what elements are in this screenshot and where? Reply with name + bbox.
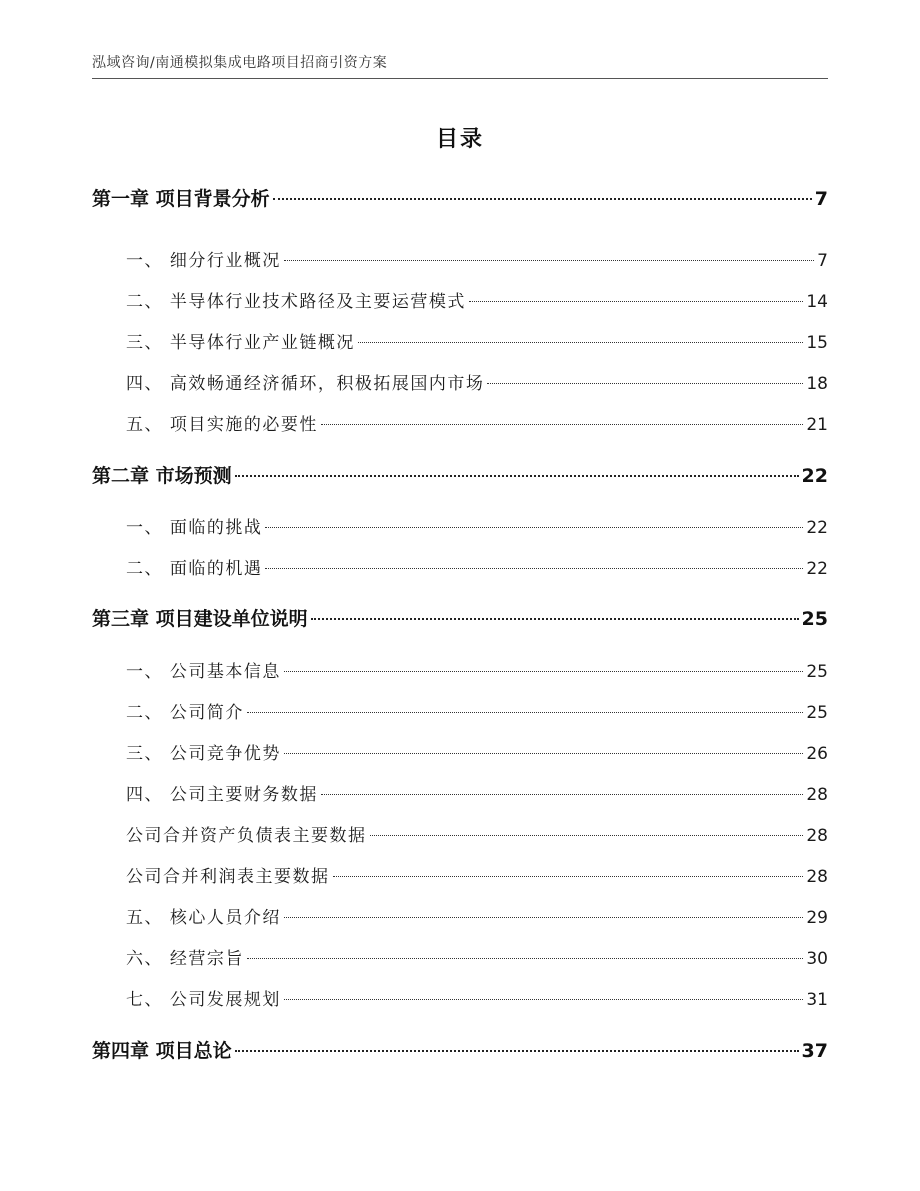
dot-leader bbox=[273, 198, 812, 200]
toc-entry-page: 37 bbox=[801, 1040, 828, 1062]
toc-entry[interactable] bbox=[92, 328, 828, 353]
toc-entry-label: 第一章 项目背景分析 bbox=[92, 188, 270, 210]
toc-entry[interactable] bbox=[92, 604, 828, 631]
dot-leader bbox=[311, 618, 799, 620]
toc-entry[interactable] bbox=[92, 184, 828, 211]
toc-entry-page: 25 bbox=[806, 662, 828, 682]
toc-entry-label: 二、 面临的机遇 bbox=[126, 559, 263, 579]
dot-leader bbox=[265, 568, 803, 569]
toc-entry-page: 14 bbox=[806, 292, 828, 312]
toc-entry-page: 22 bbox=[806, 559, 828, 579]
toc-entry-page: 26 bbox=[806, 744, 828, 764]
toc-entry-label: 一、 公司基本信息 bbox=[126, 662, 281, 682]
toc-entry[interactable] bbox=[92, 410, 828, 435]
dot-leader bbox=[247, 712, 803, 713]
toc-entry-label: 第四章 项目总论 bbox=[92, 1040, 232, 1062]
toc-entry-page: 22 bbox=[801, 465, 828, 487]
toc-entry-label: 六、 经营宗旨 bbox=[126, 949, 244, 969]
toc-entry-page: 18 bbox=[806, 374, 828, 394]
toc-entry-label: 四、 高效畅通经济循环，积极拓展国内市场 bbox=[126, 374, 485, 394]
toc-entry[interactable] bbox=[92, 287, 828, 312]
toc-entry[interactable] bbox=[92, 739, 828, 764]
dot-leader bbox=[284, 917, 803, 918]
toc-entry-page: 7 bbox=[817, 251, 828, 271]
toc-entry-page: 30 bbox=[806, 949, 828, 969]
dot-leader bbox=[284, 260, 814, 261]
dot-leader bbox=[321, 424, 803, 425]
toc-entry-label: 五、 核心人员介绍 bbox=[126, 908, 281, 928]
dot-leader bbox=[265, 527, 803, 528]
running-header: 泓域咨询/南通模拟集成电路项目招商引资方案 bbox=[92, 55, 388, 71]
dot-leader bbox=[321, 794, 803, 795]
header-divider bbox=[92, 78, 828, 79]
toc-entry[interactable] bbox=[92, 246, 828, 271]
toc-entry[interactable] bbox=[92, 985, 828, 1010]
dot-leader bbox=[370, 835, 804, 836]
toc-entry-label: 四、 公司主要财务数据 bbox=[126, 785, 318, 805]
toc-entry-label: 公司合并利润表主要数据 bbox=[126, 867, 330, 887]
dot-leader bbox=[284, 753, 803, 754]
toc-entry-label: 第三章 项目建设单位说明 bbox=[92, 608, 308, 630]
dot-leader bbox=[284, 671, 803, 672]
toc-entry-page: 25 bbox=[801, 608, 828, 630]
toc-entry-label: 七、 公司发展规划 bbox=[126, 990, 281, 1010]
toc-entry[interactable] bbox=[92, 1036, 828, 1063]
toc-entry[interactable] bbox=[92, 780, 828, 805]
dot-leader bbox=[333, 876, 804, 877]
toc-entry[interactable] bbox=[92, 944, 828, 969]
toc-entry-page: 28 bbox=[806, 867, 828, 887]
toc-entry-page: 15 bbox=[806, 333, 828, 353]
toc-entry-page: 21 bbox=[806, 415, 828, 435]
toc-entry-page: 29 bbox=[806, 908, 828, 928]
toc-entry-label: 三、 公司竞争优势 bbox=[126, 744, 281, 764]
toc-entry-label: 第二章 市场预测 bbox=[92, 465, 232, 487]
toc-entry[interactable] bbox=[92, 903, 828, 928]
dot-leader bbox=[235, 475, 799, 477]
toc-entry[interactable] bbox=[92, 657, 828, 682]
toc-entry-page: 28 bbox=[806, 785, 828, 805]
toc-entry[interactable] bbox=[92, 513, 828, 538]
toc-entry-page: 28 bbox=[806, 826, 828, 846]
toc-entry[interactable] bbox=[92, 821, 828, 846]
toc-entry-label: 二、 公司简介 bbox=[126, 703, 244, 723]
toc-entry[interactable] bbox=[92, 862, 828, 887]
page-title: 目录 bbox=[435, 127, 484, 152]
toc-entry-label: 五、 项目实施的必要性 bbox=[126, 415, 318, 435]
dot-leader bbox=[235, 1050, 799, 1052]
toc-entry[interactable] bbox=[92, 369, 828, 394]
dot-leader bbox=[487, 383, 803, 384]
toc-entry-page: 22 bbox=[806, 518, 828, 538]
toc-entry-page: 31 bbox=[806, 990, 828, 1010]
toc-entry-label: 一、 面临的挑战 bbox=[126, 518, 263, 538]
dot-leader bbox=[284, 999, 803, 1000]
toc-entry-label: 二、 半导体行业技术路径及主要运营模式 bbox=[126, 292, 466, 312]
toc-entry[interactable] bbox=[92, 554, 828, 579]
toc-entry-page: 25 bbox=[806, 703, 828, 723]
toc-entry[interactable] bbox=[92, 698, 828, 723]
toc-entry-label: 公司合并资产负债表主要数据 bbox=[126, 826, 367, 846]
toc-entry-label: 一、 细分行业概况 bbox=[126, 251, 281, 271]
dot-leader bbox=[358, 342, 803, 343]
dot-leader bbox=[247, 958, 803, 959]
toc-entry[interactable] bbox=[92, 461, 828, 488]
toc-entry-page: 7 bbox=[814, 188, 828, 210]
toc-entry-label: 三、 半导体行业产业链概况 bbox=[126, 333, 355, 353]
dot-leader bbox=[469, 301, 803, 302]
